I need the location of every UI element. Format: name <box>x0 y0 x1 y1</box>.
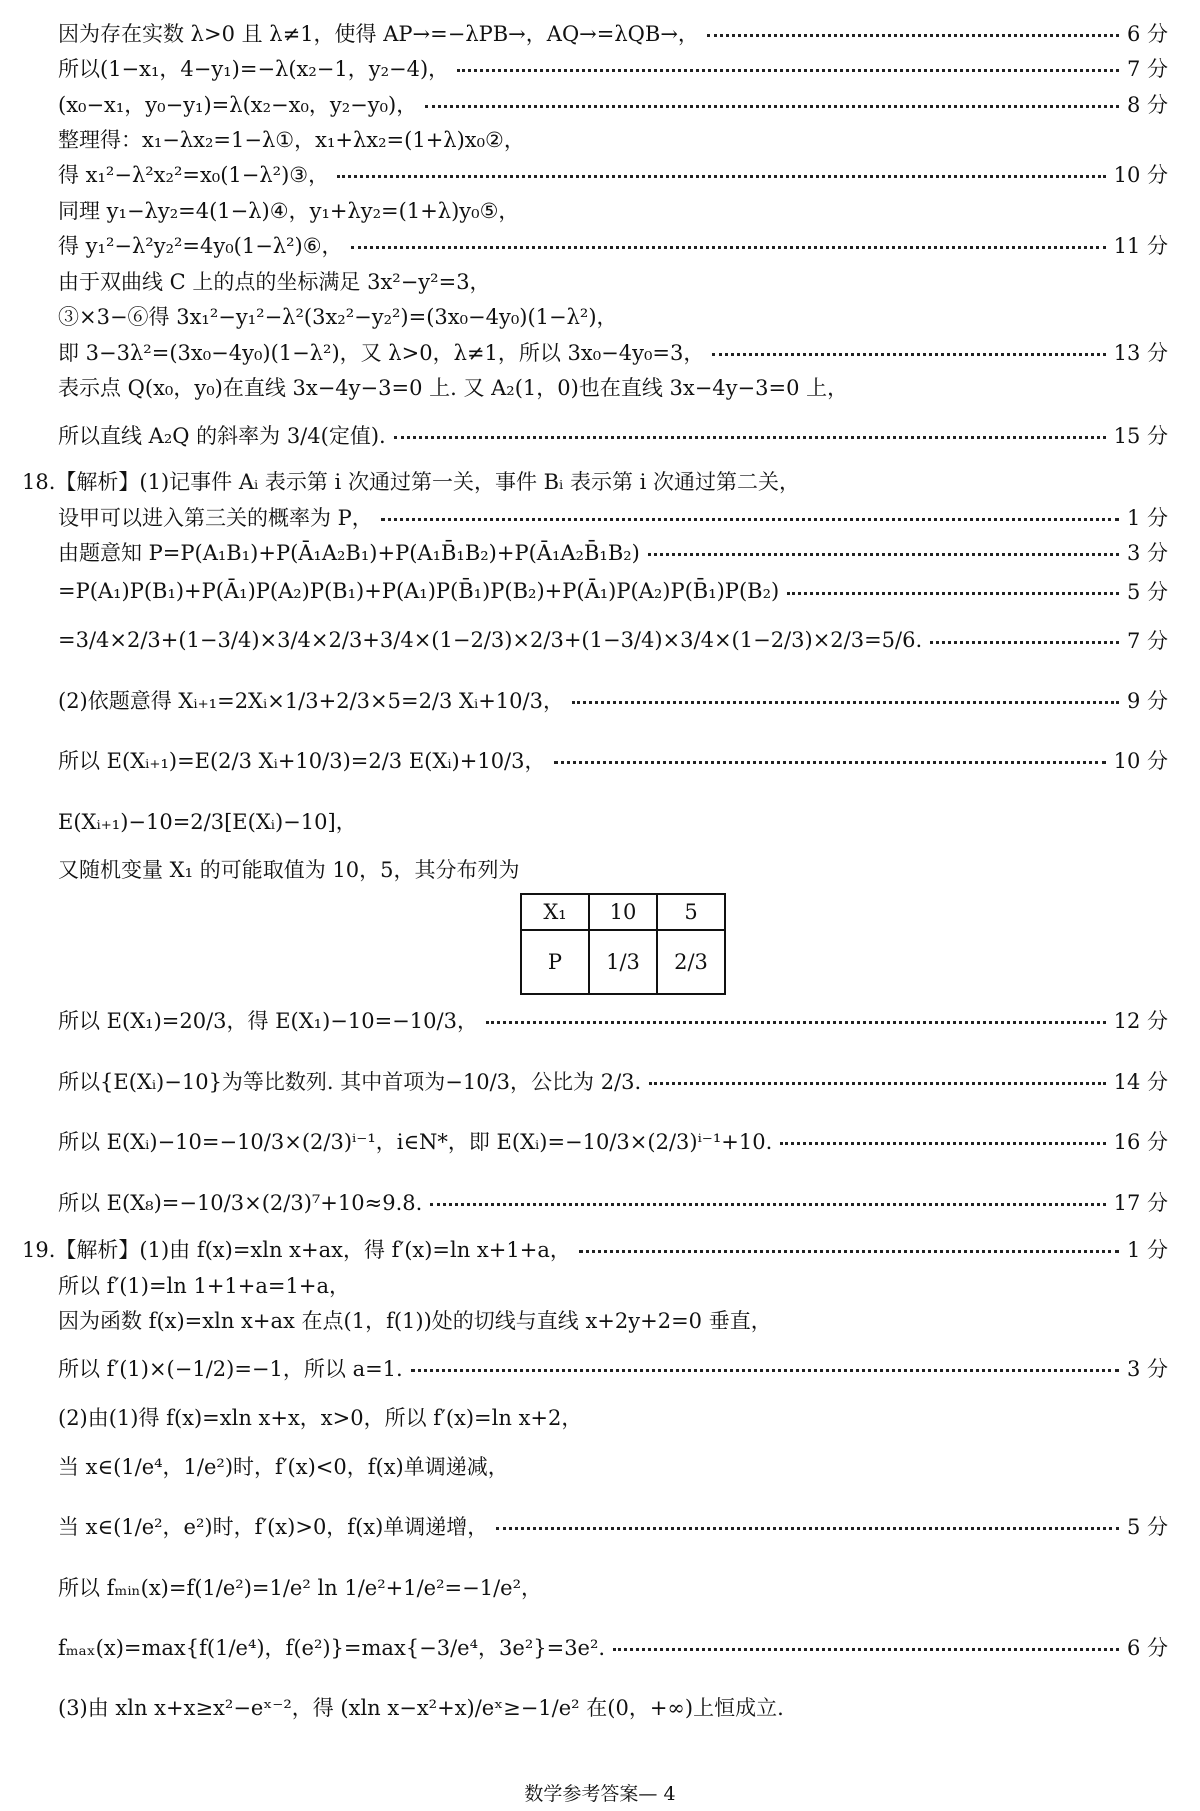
table-header-cell: 10 <box>589 894 657 930</box>
solution-line <box>58 1572 1168 1602</box>
solution-line <box>58 1511 1168 1541</box>
solution-text: 因为函数 f(x)=xln x+ax 在点(1，f(1))处的切线与直线 x+2y+2=0 垂直， <box>58 1309 772 1333</box>
solution-text: 当 x∈(1/e⁴，1/e²)时，f′(x)<0，f(x)单调递减， <box>58 1455 509 1479</box>
score-points: 16 分 <box>1113 1130 1168 1154</box>
solution-text: fₘₐₓ(x)=max{f(1/e⁴)，f(e²)}=max{−3/e⁴，3e²}=3e². <box>58 1636 606 1660</box>
solution-line <box>58 337 1168 367</box>
dot-leader <box>394 436 1106 439</box>
solution-line <box>58 195 1168 225</box>
score-points: 13 分 <box>1113 341 1168 365</box>
dot-leader <box>649 1082 1105 1085</box>
score-points: 12 分 <box>1113 1009 1168 1033</box>
solution-text: 所以直线 A₂Q 的斜率为 3/4(定值). <box>58 424 386 448</box>
solution-text: 所以 fₘᵢₙ(x)=f(1/e²)=1/e² ln 1/e²+1/e²=−1/e²， <box>58 1576 543 1600</box>
dot-leader <box>351 246 1106 249</box>
solution-text: =3/4×2/3+(1−3/4)×3/4×2/3+3/4×(1−2/3)×2/3+(1−3/4)×3/4×(1−2/3)×2/3=5/6. <box>58 628 923 652</box>
solution-text: ③×3−⑥得 3x₁²−y₁²−λ²(3x₂²−y₂²)=(3x₀−4y₀)(1−λ²)， <box>58 305 618 329</box>
solution-line <box>58 1305 1168 1335</box>
solution-line <box>58 1632 1168 1662</box>
score-points: 15 分 <box>1113 424 1168 448</box>
solution-text: 因为存在实数 λ>0 且 λ≠1，使得 AP→=−λPB→，AQ→=λQB→， <box>58 22 699 46</box>
solution-text: 设甲可以进入第三关的概率为 P， <box>58 506 373 530</box>
score-points: 6 分 <box>1126 22 1168 46</box>
solution-line <box>22 466 1168 496</box>
dot-leader <box>457 69 1119 72</box>
solution-text: 由题意知 P=P(A₁B₁)+P(Ā₁A₂B₁)+P(A₁B̄₁B₂)+P(Ā₁A₂B̄₁B₂) <box>58 541 640 565</box>
dot-leader <box>496 1527 1119 1530</box>
solution-line <box>22 1234 1168 1264</box>
dot-leader <box>613 1648 1119 1651</box>
solution-line <box>58 18 1168 48</box>
table-header-cell: X₁ <box>521 894 589 930</box>
dot-leader <box>337 175 1105 178</box>
solution-text: 又随机变量 X₁ 的可能取值为 10，5，其分布列为 <box>58 858 520 882</box>
solution-line <box>58 854 1168 884</box>
score-points: 6 分 <box>1126 1636 1168 1660</box>
solution-line <box>58 1402 1168 1432</box>
table-cell: P <box>521 930 589 994</box>
solution-line <box>58 266 1168 296</box>
solution-line <box>58 576 1168 606</box>
solution-text: 所以 E(Xᵢ)−10=−10/3×(2/3)ⁱ⁻¹，i∈N*，即 E(Xᵢ)=−10/3×(2/3)ⁱ⁻¹+10. <box>58 1130 773 1154</box>
solution-text: E(Xᵢ₊₁)−10=2/3[E(Xᵢ)−10]， <box>58 810 357 834</box>
solution-line <box>58 1005 1168 1035</box>
dot-leader <box>707 34 1119 37</box>
solution-line <box>58 1353 1168 1383</box>
solution-text: 得 y₁²−λ²y₂²=4y₀(1−λ²)⑥， <box>58 234 343 258</box>
score-points: 5 分 <box>1126 580 1168 604</box>
solution-line <box>58 1451 1168 1481</box>
score-points: 1 分 <box>1126 1238 1168 1262</box>
solution-line <box>58 420 1168 450</box>
score-points: 17 分 <box>1113 1191 1168 1215</box>
dot-leader <box>430 1203 1105 1206</box>
solution-line <box>58 1270 1168 1300</box>
solution-text: 由于双曲线 C 上的点的坐标满足 3x²−y²=3， <box>58 270 491 294</box>
solution-line <box>58 685 1168 715</box>
solution-line <box>58 301 1168 331</box>
solution-line <box>58 537 1168 567</box>
solution-line <box>58 1066 1168 1096</box>
solution-line <box>58 53 1168 83</box>
dot-leader <box>411 1369 1119 1372</box>
solution-text: (2)由(1)得 f(x)=xln x+x，x>0，所以 f′(x)=ln x+2， <box>58 1406 583 1430</box>
solution-text: 18.【解析】(1)记事件 Aᵢ 表示第 i 次通过第一关，事件 Bᵢ 表示第 i 次通过第二关， <box>22 470 801 494</box>
dot-leader <box>712 353 1105 356</box>
table-cell: 2/3 <box>657 930 725 994</box>
dot-leader <box>425 105 1119 108</box>
solution-text: 表示点 Q(x₀，y₀)在直线 3x−4y−3=0 上. 又 A₂(1，0)也在直线 3x−4y−3=0 上， <box>58 376 849 400</box>
solution-text: (2)依题意得 Xᵢ₊₁=2Xᵢ×1/3+2/3×5=2/3 Xᵢ+10/3， <box>58 689 564 713</box>
score-points: 7 分 <box>1126 57 1168 81</box>
solution-text: 所以{E(Xᵢ)−10}为等比数列. 其中首项为−10/3，公比为 2/3. <box>58 1070 642 1094</box>
score-points: 8 分 <box>1126 93 1168 117</box>
solution-text: 得 x₁²−λ²x₂²=x₀(1−λ²)③， <box>58 163 330 187</box>
score-points: 11 分 <box>1113 234 1168 258</box>
solution-text: (x₀−x₁，y₀−y₁)=λ(x₂−x₀，y₂−y₀)， <box>58 93 418 117</box>
solution-line <box>58 372 1168 402</box>
solution-line <box>58 89 1168 119</box>
solution-line <box>58 1126 1168 1156</box>
dot-leader <box>787 592 1119 595</box>
solution-text: 同理 y₁−λy₂=4(1−λ)④，y₁+λy₂=(1+λ)y₀⑤， <box>58 199 520 223</box>
dot-leader <box>579 1250 1119 1253</box>
solution-text: 所以 E(X₁)=20/3，得 E(X₁)−10=−10/3， <box>58 1009 478 1033</box>
solution-line <box>58 1692 1168 1722</box>
solution-text: 所以(1−x₁，4−y₁)=−λ(x₂−1，y₂−4)， <box>58 57 450 81</box>
score-points: 10 分 <box>1113 749 1168 773</box>
solution-text: (3)由 xln x+x≥x²−eˣ⁻²，得 (xln x−x²+x)/eˣ≥−1/e² 在(0，+∞)上恒成立. <box>58 1696 784 1720</box>
dot-leader <box>554 761 1106 764</box>
dot-leader <box>381 518 1119 521</box>
dot-leader <box>648 553 1119 556</box>
table-cell: 1/3 <box>589 930 657 994</box>
solution-text: 19.【解析】(1)由 f(x)=xln x+ax，得 f′(x)=ln x+1+a， <box>22 1238 571 1262</box>
dot-leader <box>486 1021 1106 1024</box>
solution-text: 所以 f′(1)=ln 1+1+a=1+a， <box>58 1274 350 1298</box>
distribution-table <box>520 893 726 995</box>
score-points: 10 分 <box>1113 163 1168 187</box>
score-points: 3 分 <box>1126 541 1168 565</box>
page-footer: 数学参考答案— 4 <box>524 1783 676 1805</box>
dot-leader <box>780 1142 1105 1145</box>
score-points: 7 分 <box>1126 629 1168 653</box>
solution-text: =P(A₁)P(B₁)+P(Ā₁)P(A₂)P(B₁)+P(A₁)P(B̄₁)P(B₂)+P(Ā₁)P(A₂)P(B̄₁)P(B₂) <box>58 579 780 603</box>
solution-text: 整理得：x₁−λx₂=1−λ①，x₁+λx₂=(1+λ)x₀②， <box>58 128 525 152</box>
solution-text: 当 x∈(1/e²，e²)时，f′(x)>0，f(x)单调递增， <box>58 1515 489 1539</box>
score-points: 3 分 <box>1126 1357 1168 1381</box>
dot-leader <box>572 701 1119 704</box>
solution-line <box>58 1187 1168 1217</box>
solution-line <box>58 159 1168 189</box>
dot-leader <box>930 641 1119 644</box>
score-points: 5 分 <box>1126 1515 1168 1539</box>
solution-line <box>58 806 1168 836</box>
solution-text: 即 3−3λ²=(3x₀−4y₀)(1−λ²)，又 λ>0，λ≠1，所以 3x₀−4y₀=3， <box>58 341 705 365</box>
solution-line <box>58 124 1168 154</box>
solution-line <box>58 745 1168 775</box>
score-points: 9 分 <box>1126 689 1168 713</box>
solution-text: 所以 E(X₈)=−10/3×(2/3)⁷+10≈9.8. <box>58 1191 423 1215</box>
solution-line <box>58 625 1168 655</box>
solution-line <box>58 230 1168 260</box>
table-header-cell: 5 <box>657 894 725 930</box>
solution-text: 所以 E(Xᵢ₊₁)=E(2/3 Xᵢ+10/3)=2/3 E(Xᵢ)+10/3， <box>58 749 546 773</box>
score-points: 14 分 <box>1113 1070 1168 1094</box>
solution-line <box>58 502 1168 532</box>
solution-text: 所以 f′(1)×(−1/2)=−1，所以 a=1. <box>58 1357 403 1381</box>
score-points: 1 分 <box>1126 506 1168 530</box>
